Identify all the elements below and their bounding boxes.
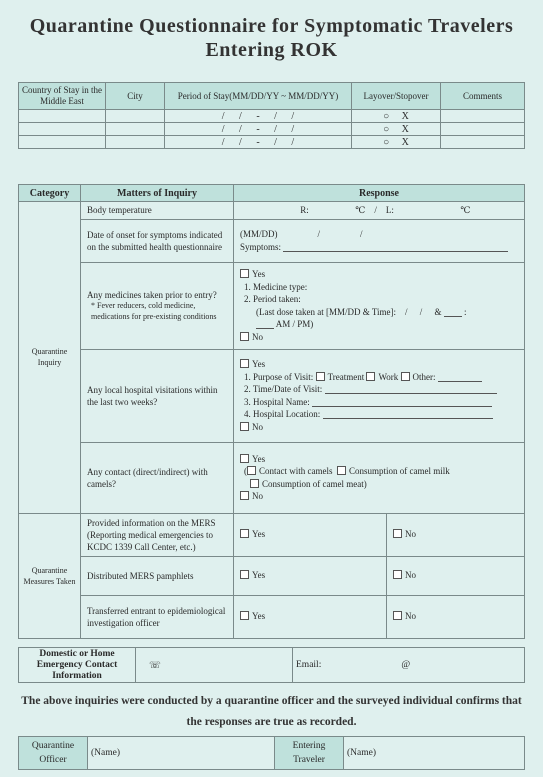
page-title: [0, 14, 543, 62]
measure-info-label: Provided information on the MERS (Reporting medical emergencies to KCDC 1339 Call Center, etc.): [81, 513, 234, 556]
officer-label: Quarantine Officer: [19, 737, 88, 770]
stay-row: [19, 136, 525, 149]
no-label: No: [405, 570, 416, 581]
yes-label: Yes: [252, 529, 266, 540]
medicine-period-label: 2. Period taken:: [244, 294, 301, 304]
measure-info-yes-checkbox[interactable]: [240, 529, 249, 538]
country-cell[interactable]: [19, 136, 106, 149]
measure-transfer-label: Transferred entrant to epidemiological investigation officer: [81, 595, 234, 638]
measure-pamphlets-label: Distributed MERS pamphlets: [81, 556, 234, 595]
medicine-note: * Fever reducers, cold medicine, medications for pre-existing conditions: [91, 301, 217, 321]
hospital-location-label: 4. Hospital Location:: [244, 409, 321, 419]
traveler-label: Entering Traveler: [275, 737, 344, 770]
measure-transfer-no[interactable]: [387, 595, 525, 638]
date-slash: /: [360, 229, 363, 239]
medicine-no-checkbox[interactable]: [240, 332, 249, 341]
period-cell[interactable]: / / - / /: [165, 136, 352, 149]
header-layover: Layover/Stopover: [352, 83, 441, 110]
category-quarantine-inquiry: [19, 202, 81, 514]
traveler-name-placeholder: (Name): [347, 748, 377, 758]
measure-info-yes[interactable]: [234, 513, 387, 556]
onset-response[interactable]: [234, 219, 525, 262]
temp-l-label: L:: [385, 205, 394, 215]
officer-name-cell[interactable]: [88, 737, 275, 770]
header-period: Period of Stay(MM/DD/YY ~ MM/DD/YY): [165, 83, 352, 110]
camels-label: Any contact (direct/indirect) with camels?: [81, 442, 234, 513]
last-dose-time-line[interactable]: [444, 316, 462, 317]
medicine-response[interactable]: Yes 1. Medicine type: 2. Period taken: (Last dose taken at [MM/DD & Time]: / / & : AM / PM) No: [234, 262, 525, 349]
traveler-name-cell[interactable]: [344, 737, 525, 770]
other-checkbox[interactable]: [401, 372, 410, 381]
measure-pamphlets-yes[interactable]: [234, 556, 387, 595]
layover-yes-option[interactable]: ○: [383, 136, 390, 148]
category-quarantine-measures: [19, 513, 81, 638]
email-label: Email:: [296, 660, 322, 670]
stay-table: [18, 82, 525, 149]
treatment-checkbox[interactable]: [316, 372, 325, 381]
camels-response[interactable]: Yes ( Contact with camels Consumption of camel milk Consumption of camel meat) No: [234, 442, 525, 513]
period-cell[interactable]: / / - / /: [165, 123, 352, 136]
layover-cell[interactable]: [352, 110, 441, 123]
time-date-input-line[interactable]: [325, 393, 497, 394]
stay-row: [19, 123, 525, 136]
temp-unit-icon: ℃: [460, 205, 471, 215]
camels-yes-checkbox[interactable]: [240, 454, 249, 463]
layover-no-option[interactable]: X: [401, 123, 409, 135]
layover-no-option[interactable]: X: [401, 136, 409, 148]
medicine-no-label: No: [252, 331, 263, 342]
other-input-line[interactable]: [438, 381, 482, 382]
hospital-yes-checkbox[interactable]: [240, 359, 249, 368]
measure-info-no-checkbox[interactable]: [393, 529, 402, 538]
city-cell[interactable]: [106, 136, 165, 149]
no-label: No: [405, 611, 416, 622]
work-checkbox[interactable]: [366, 372, 375, 381]
hospital-label: Any local hospital visitations within the last two weeks?: [81, 349, 234, 442]
temp-unit-icon: ℃: [355, 205, 366, 215]
yes-label: Yes: [252, 570, 266, 581]
hospital-no-checkbox[interactable]: [240, 422, 249, 431]
date-slash: /: [317, 229, 321, 239]
measure-transfer-yes[interactable]: [234, 595, 387, 638]
last-dose-mid: / / &: [405, 306, 442, 317]
camel-meat-checkbox[interactable]: [250, 479, 259, 488]
layover-cell[interactable]: [352, 136, 441, 149]
onset-label: Date of onset for symptoms indicated on the submitted health questionnaire: [81, 219, 234, 262]
medicine-yes-label: Yes: [252, 269, 266, 279]
measure-info-no[interactable]: [387, 513, 525, 556]
contact-label: Domestic or Home Emergency Contact Information: [19, 648, 136, 683]
title-line-2: Entering ROK: [205, 39, 338, 61]
header-response: Response: [234, 185, 525, 202]
symptoms-input-line[interactable]: [283, 251, 508, 252]
header-country: Country of Stay in the Middle East: [19, 83, 106, 110]
hospital-name-label: 3. Hospital Name:: [244, 396, 310, 407]
layover-yes-option[interactable]: ○: [383, 123, 390, 135]
email-cell[interactable]: [293, 648, 525, 683]
confirmation-statement: The above inquiries were conducted by a quarantine officer and the surveyed individual confirms that the responses are true as recorded.: [21, 695, 522, 728]
body-temp-response[interactable]: [234, 202, 525, 220]
symptoms-label: Symptoms:: [240, 241, 282, 252]
ampm-label: AM / PM): [275, 319, 314, 329]
yes-label: Yes: [252, 611, 266, 622]
measure-pamphlets-no-checkbox[interactable]: [393, 570, 402, 579]
medicine-yes-checkbox[interactable]: [240, 269, 249, 278]
medicine-label: Any medicines taken prior to entry?: [87, 290, 217, 300]
country-cell[interactable]: [19, 123, 106, 136]
header-matters: Matters of Inquiry: [81, 185, 234, 202]
work-label: Work: [378, 371, 399, 382]
onset-date-label: (MM/DD): [240, 229, 278, 239]
no-label: No: [405, 529, 416, 540]
camel-meat-label: Consumption of camel meat): [262, 478, 367, 489]
time-date-label: 2. Time/Date of Visit:: [244, 384, 323, 394]
measure-pamphlets-yes-checkbox[interactable]: [240, 570, 249, 579]
camel-milk-checkbox[interactable]: [337, 466, 346, 475]
other-label: Other:: [412, 371, 436, 382]
medicine-type-label: 1. Medicine type:: [244, 281, 308, 292]
layover-cell[interactable]: [352, 123, 441, 136]
hospital-response[interactable]: [234, 349, 525, 442]
inquiry-table: [18, 184, 525, 639]
last-dose-minute-line[interactable]: [256, 328, 274, 329]
hospital-no-label: No: [252, 421, 263, 432]
title-line-1: Quarantine Questionnaire for Symptomatic Travelers: [29, 15, 514, 37]
country-cell[interactable]: [19, 110, 106, 123]
camels-yes-label: Yes: [252, 453, 266, 464]
header-city: City: [106, 83, 165, 110]
contact-table: [18, 647, 525, 683]
layover-no-option[interactable]: X: [401, 110, 409, 122]
medicine-question: [81, 262, 234, 349]
comments-cell[interactable]: [441, 123, 525, 136]
camels-no-label: No: [252, 491, 263, 501]
measure-transfer-yes-checkbox[interactable]: [240, 611, 249, 620]
header-category: Category: [19, 185, 81, 202]
signature-table: [18, 736, 525, 770]
camels-no-checkbox[interactable]: [240, 491, 249, 500]
phone-cell[interactable]: [136, 648, 293, 683]
city-cell[interactable]: [106, 110, 165, 123]
hospital-location-input-line[interactable]: [323, 418, 493, 419]
category-label: Quarantine Measures Taken: [23, 565, 76, 586]
phone-icon: ☏: [149, 660, 161, 671]
stay-row: [19, 110, 525, 123]
comments-cell[interactable]: [441, 136, 525, 149]
temp-r-label: R:: [300, 205, 309, 215]
category-label: Quarantine Inquiry: [31, 347, 68, 368]
layover-yes-option[interactable]: ○: [383, 110, 390, 122]
measure-pamphlets-no[interactable]: [387, 556, 525, 595]
purpose-label: 1. Purpose of Visit:: [244, 371, 314, 382]
contact-camels-label: Contact with camels: [259, 466, 333, 476]
last-dose-label: (Last dose taken at [MM/DD & Time]:: [256, 306, 396, 317]
body-temp-label: Body temperature: [81, 202, 234, 220]
header-comments: Comments: [441, 83, 525, 110]
measure-transfer-no-checkbox[interactable]: [393, 611, 402, 620]
city-cell[interactable]: [106, 123, 165, 136]
temp-separator: /: [374, 205, 377, 215]
comments-cell[interactable]: [441, 110, 525, 123]
camel-milk-label: Consumption of camel milk: [348, 466, 450, 476]
officer-name-placeholder: (Name): [91, 748, 121, 758]
contact-camels-checkbox[interactable]: [247, 466, 256, 475]
at-sign: @: [401, 660, 411, 670]
hospital-yes-label: Yes: [252, 359, 266, 369]
hospital-name-input-line[interactable]: [312, 406, 492, 407]
period-cell[interactable]: / / - / /: [165, 110, 352, 123]
treatment-label: Treatment: [327, 371, 365, 382]
